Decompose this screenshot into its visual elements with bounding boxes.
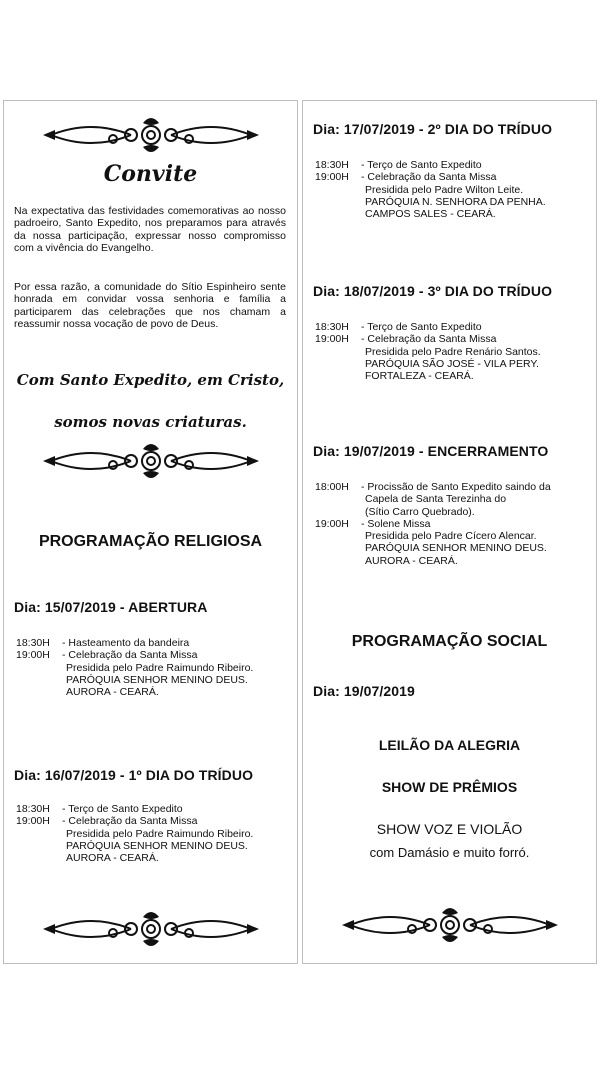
detail: (Sítio Carro Quebrado). <box>365 505 475 518</box>
activity: - Hasteamento da bandeira <box>62 637 190 649</box>
time: 19:00H <box>315 517 349 530</box>
detail: AURORA - CEARÁ. <box>66 852 159 865</box>
social-date: Dia: 19/07/2019 <box>313 683 415 699</box>
detail: PARÓQUIA SENHOR MENINO DEUS. <box>66 673 248 686</box>
event-show-voz-line1: SHOW VOZ E VIOLÃO <box>376 821 523 837</box>
event-show-premios: SHOW DE PRÊMIOS <box>381 779 518 795</box>
activity: - Celebração da Santa Missa <box>62 649 198 662</box>
activity: - Celebração da Santa Missa <box>62 815 198 828</box>
ornament-divider-icon <box>303 905 596 945</box>
religious-heading: PROGRAMAÇÃO RELIGIOSA <box>38 533 263 550</box>
top-margin <box>0 0 600 98</box>
social-heading: PROGRAMAÇÃO SOCIAL <box>351 633 548 650</box>
time: 19:00H <box>16 649 50 662</box>
time: 18:30H <box>315 159 349 171</box>
time: 18:30H <box>16 637 50 649</box>
activity: - Terço de Santo Expedito <box>361 159 482 171</box>
event-leilao: LEILÃO DA ALEGRIA <box>378 737 521 753</box>
activity: - Celebração da Santa Missa <box>361 171 497 184</box>
left-panel <box>3 100 298 964</box>
time: 18:30H <box>315 321 349 333</box>
detail: FORTALEZA - CEARÁ. <box>365 370 474 383</box>
detail: CAMPOS SALES - CEARÁ. <box>365 208 496 221</box>
activity: - Solene Missa <box>361 517 431 530</box>
time: 18:30H <box>16 803 50 815</box>
invite-title: Convite <box>103 161 198 187</box>
detail: Presidida pelo Padre Wilton Leite. <box>365 183 524 196</box>
detail: Presidida pelo Padre Raimundo Ribeiro. <box>66 827 254 840</box>
day-4-schedule <box>315 321 595 382</box>
activity: - Procissão de Santo Expedito saindo da <box>361 481 551 493</box>
detail: Presidida pelo Padre Renário Santos. <box>365 345 541 358</box>
day-1-schedule <box>16 637 296 698</box>
motto-line-2: somos novas criaturas. <box>54 413 247 431</box>
detail: AURORA - CEARÁ. <box>66 686 159 699</box>
detail: PARÓQUIA SENHOR MENINO DEUS. <box>365 542 547 555</box>
detail: Presidida pelo Padre Raimundo Ribeiro. <box>66 661 254 674</box>
detail: Presidida pelo Padre Cícero Alencar. <box>365 530 537 543</box>
detail: PARÓQUIA N. SENHORA DA PENHA. <box>365 195 546 208</box>
ornament-divider-icon <box>4 909 297 949</box>
activity: - Terço de Santo Expedito <box>361 321 482 333</box>
ornament-divider-icon <box>4 441 297 481</box>
activity: - Celebração da Santa Missa <box>361 333 497 346</box>
invite-paragraph-2: Por essa razão, a comunidade do Sítio Espinheiro sente honrada em convidar vossa senhoria e família a participarem das celebrações que nos chamam a reassumir nossa vocação de povo de Deus. <box>14 281 286 331</box>
time: 19:00H <box>315 171 349 184</box>
bottom-margin <box>0 965 600 1067</box>
time: 18:00H <box>315 481 349 493</box>
day-1-title: Dia: 15/07/2019 - ABERTURA <box>14 599 208 615</box>
motto-line-1: Com Santo Expedito, em Cristo, <box>16 371 285 389</box>
day-5-schedule <box>315 481 595 567</box>
event-show-voz-line2: com Damásio e muito forró. <box>369 845 530 860</box>
ornament-divider-icon <box>4 115 297 155</box>
detail: Capela de Santa Terezinha do <box>365 493 507 506</box>
day-2-title: Dia: 16/07/2019 - 1º DIA DO TRÍDUO <box>14 767 254 783</box>
day-3-title: Dia: 17/07/2019 - 2º DIA DO TRÍDUO <box>313 121 553 137</box>
right-panel <box>302 100 597 964</box>
detail: PARÓQUIA SÃO JOSÉ - VILA PERY. <box>365 357 539 370</box>
time: 19:00H <box>315 333 349 346</box>
day-4-title: Dia: 18/07/2019 - 3º DIA DO TRÍDUO <box>313 283 553 299</box>
time: 19:00H <box>16 815 50 828</box>
day-5-title: Dia: 19/07/2019 - ENCERRAMENTO <box>313 443 549 459</box>
activity: - Terço de Santo Expedito <box>62 803 183 815</box>
day-3-schedule <box>315 159 595 220</box>
day-2-schedule <box>16 803 296 864</box>
detail: PARÓQUIA SENHOR MENINO DEUS. <box>66 839 248 852</box>
invite-paragraph-1: Na expectativa das festividades comemorativas ao nosso padroeiro, Santo Expedito, nos preparamos para através da nossa participação, expressar nosso compromisso com a vivência do Evangelho. <box>14 205 286 255</box>
detail: AURORA - CEARÁ. <box>365 554 458 567</box>
